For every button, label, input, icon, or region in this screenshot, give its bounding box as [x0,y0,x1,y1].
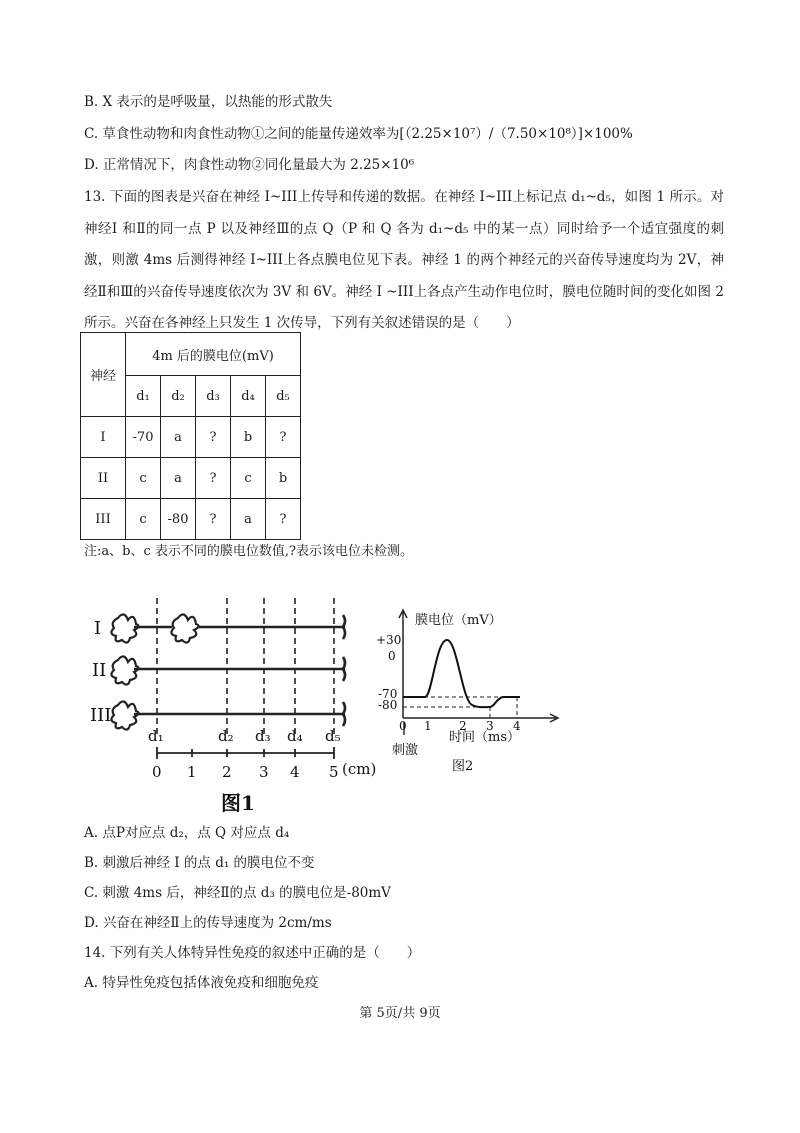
page-footer: 第 5页/共 9页 [359,1006,441,1021]
figure-2-xlabel: 时间（ms） [449,730,520,745]
table-cell: a [161,417,196,458]
option-b: B. 刺激后神经 I 的点 d₁ 的膜电位不变 [84,855,315,871]
table-note: 注:a、b、c 表示不同的膜电位数值,?表示该电位未检测。 [84,544,413,559]
table-cell: -70 [126,417,161,458]
option-c-prev: C. 草食性动物和肉食性动物①之间的能量传递效率为[（2.25×10⁷）/（7.50×10⁸）]×100% [84,126,633,142]
row-label: I [81,417,126,458]
table-col-header: d₃ [196,376,231,417]
table-col-header: d₄ [231,376,266,417]
y-tick: -70 [378,687,398,701]
table-cell: ? [196,458,231,499]
x-tick: 2 [459,719,467,733]
figure-2-caption: 图2 [452,759,474,774]
point-label-d1: d₁ [148,727,164,745]
y-tick: 0 [388,649,396,663]
x-tick: 3 [486,719,494,733]
table-cell: -80 [161,499,196,540]
table-cell: ? [266,417,301,458]
table-cell: ? [196,417,231,458]
table-group-header: 4m 后的膜电位(mV) [126,333,301,376]
scale-tick: 5 [329,763,339,781]
option-b-prev: B. X 表示的是呼吸量，以热能的形式散失 [84,94,333,110]
nerve-label-3: III [90,705,112,726]
table-row-header: 神经 [81,333,126,417]
scale-tick: 3 [259,763,269,781]
table-col-header: d₂ [161,376,196,417]
scale-unit: (cm) [342,760,377,778]
option-c: C. 刺激 4ms 后，神经Ⅱ的点 d₃ 的膜电位是-80mV [84,885,391,901]
neuron-cell-bodies [111,614,345,729]
table-col-header: d₅ [266,376,301,417]
stimulus-label: 刺激 [392,743,419,758]
question-14-text: 14. 下列有关人体特异性免疫的叙述中正确的是（ ） [84,945,421,961]
scale-tick: 2 [222,763,232,781]
table-cell: b [231,417,266,458]
table-cell: c [231,458,266,499]
y-tick: -80 [378,698,398,712]
table-cell: ? [266,499,301,540]
table-cell: a [161,458,196,499]
figure-2-reference-lines [403,697,520,718]
table-cell: c [126,458,161,499]
question-13-text: 13. 下面的图表是兴奋在神经 I~III上传导和传递的数据。在神经 I~III上标记点 d₁~d₅，如图 1 所示。对神经Ⅰ 和Ⅱ的同一点 P 以及神经Ⅲ的点 Q（P 和 Q 各为 d₁~d₅ 中的某一点）同时给予一个适宜强度的刺激，则激 4ms 后测得神经 I~III上各点膜电位见下表。神经 1 的两个神经元的兴奋传导速度均为 2V，神经Ⅱ和Ⅲ的兴奋传导速度依次为 3V 和 6V。神经 I ~III上各点产生动作电位时，膜电位随时间的变化如图 2 所示。兴奋在各神经上只发生 1 次传导，下列有关叙述错误的是（ ） [84,189,724,331]
scale-tick: 1 [187,763,197,781]
y-tick: +30 [376,633,402,647]
row-label: II [81,458,126,499]
table-cell: c [126,499,161,540]
table-cell: b [266,458,301,499]
x-tick: 0 [399,719,407,733]
table-cell: a [231,499,266,540]
nerve-label-2: II [92,660,107,681]
option-d-prev: D. 正常情况下，肉食性动物②同化量最大为 2.25×10⁶ [84,157,415,173]
nerve-label-1: I [94,618,102,639]
scale-tick: 4 [290,763,300,781]
option-a: A. 点P对应点 d₂，点 Q 对应点 d₄ [84,825,290,841]
scale-bar [157,747,334,759]
x-tick: 4 [513,719,521,733]
table-cell: ? [196,499,231,540]
point-label-d5: d₅ [325,727,341,745]
table-col-header: d₁ [126,376,161,417]
figure-2-ylabel: 膜电位（mV） [415,613,502,628]
scale-tick: 0 [152,763,162,781]
question-14-option-a: A. 特异性免疫包括体液免疫和细胞免疫 [84,975,319,991]
point-label-d2: d₂ [218,727,234,745]
row-label: III [81,499,126,540]
option-d: D. 兴奋在神经Ⅱ上的传导速度为 2cm/ms [84,915,332,931]
point-label-d4: d₄ [287,727,303,745]
point-label-d3: d₃ [255,727,271,745]
x-tick: 1 [424,719,432,733]
figure-1-caption: 图1 [221,791,255,815]
